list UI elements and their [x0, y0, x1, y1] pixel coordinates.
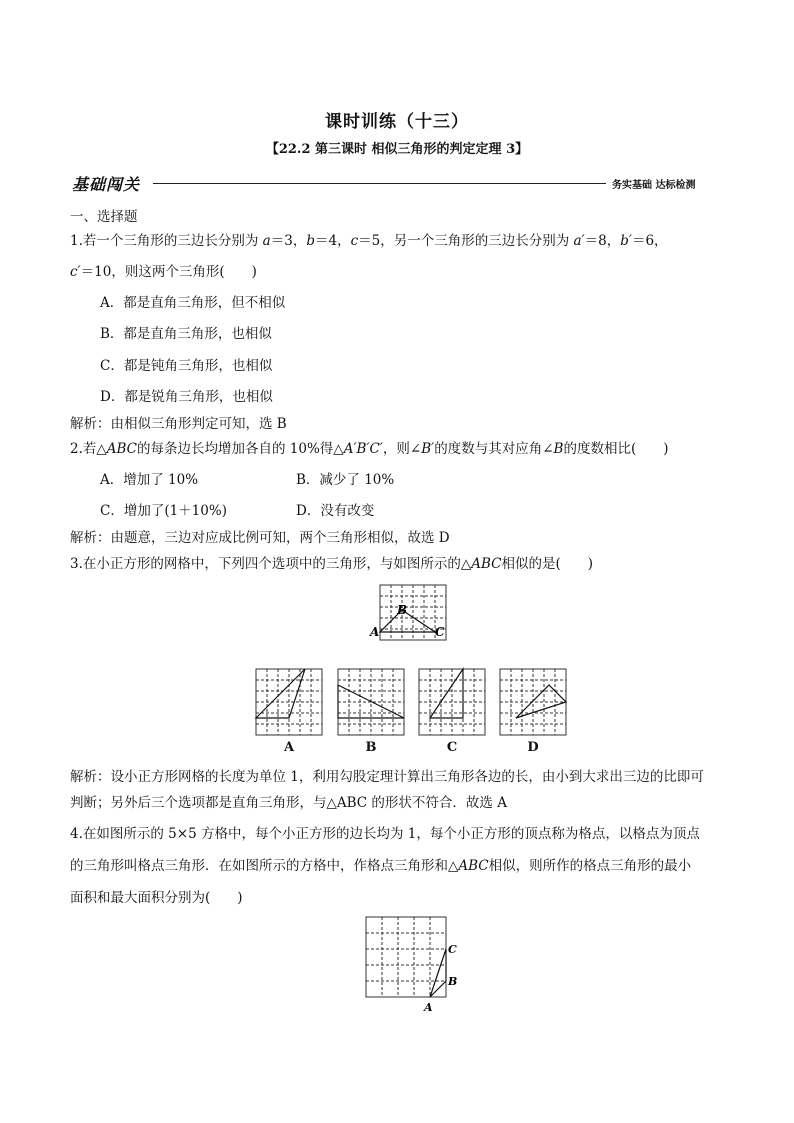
q3-label-b: B — [397, 603, 408, 617]
q3-label-c: C — [435, 625, 445, 639]
q3-choice-a-figure[interactable] — [255, 668, 323, 736]
q2-option-a[interactable]: A．增加了 10% — [100, 472, 199, 488]
q1-stem-line1: 1.若一个三角形的三边长分别为 a＝3，b＝4，c＝5，另一个三角形的三边长分别为 a′＝8，b′＝6， — [70, 233, 668, 249]
lesson-subtitle: 【22.2 第三课时 相似三角形的判定定理 3】 — [265, 142, 529, 157]
q4-stem-line2: 的三角形叫格点三角形．在如图所示的方格中，作格点三角形和△ABC相似，则所作的格点三角形的最小 — [70, 858, 692, 874]
q3-stem: 3.在小正方形的网格中，下列四个选项中的三角形，与如图所示的△ABC相似的是( ) — [70, 556, 594, 572]
section-banner: 基础闯关 — [72, 175, 141, 194]
q1-option-c[interactable]: C．都是钝角三角形，也相似 — [100, 358, 273, 374]
q2-analysis: 解析：由题意，三边对应成比例可知，两个三角形相似，故选 D — [70, 530, 450, 546]
q3-analysis-line1: 解析：设小正方形网格的长度为单位 1，利用勾股定理计算出三角形各边的长，由小到大求出三边的比即可 — [70, 769, 704, 785]
q4-stem-line1: 4.在如图所示的 5×5 方格中，每个小正方形的边长均为 1，每个小正方形的顶点称为格点，以格点为顶点 — [70, 826, 700, 842]
section-heading: 一、选择题 — [70, 209, 138, 225]
q2-option-b[interactable]: B．减少了 10% — [296, 472, 395, 488]
q4-label-c: C — [448, 943, 457, 956]
q3-choice-a-label[interactable]: A — [283, 740, 295, 755]
banner-divider — [153, 183, 606, 184]
q4-triangle-abc — [430, 949, 446, 997]
q3-choice-d-figure[interactable] — [499, 668, 567, 736]
q4-stem-line3: 面积和最大面积分别为( ) — [70, 890, 243, 906]
q3-analysis-line2: 判断；另外后三个选项都是直角三角形，与△ABC 的形状不符合．故选 A — [70, 795, 507, 811]
q1-option-d[interactable]: D．都是锐角三角形，也相似 — [100, 389, 273, 405]
q1-stem-line2: c′＝10，则这两个三角形( ) — [70, 264, 257, 280]
q2-option-c[interactable]: C．增加了(1＋10%) — [100, 503, 227, 519]
q3-choice-b-figure[interactable] — [337, 668, 405, 736]
q3-choice-c-label[interactable]: C — [446, 740, 458, 755]
q2-option-d[interactable]: D．没有改变 — [296, 503, 375, 519]
q3-choice-d-label[interactable]: D — [527, 740, 539, 755]
q3-choice-c-figure[interactable] — [418, 668, 486, 736]
q1-option-b[interactable]: B．都是直角三角形，也相似 — [100, 326, 272, 342]
q4-label-a: A — [424, 1001, 433, 1014]
q3-label-a: A — [370, 625, 380, 639]
q2-stem: 2.若△ABC的每条边长均增加各自的 10%得△A′B′C′，则∠B′的度数与其对应角∠B的度数相比( ) — [70, 441, 669, 457]
q3-choice-b-label[interactable]: B — [365, 740, 377, 755]
page-title: 课时训练（十三） — [325, 112, 469, 132]
q3-reference-figure — [368, 582, 458, 642]
q4-label-b: B — [448, 975, 458, 988]
q1-analysis: 解析：由相似三角形判定可知，选 B — [70, 416, 287, 432]
q1-option-a[interactable]: A．都是直角三角形，但不相似 — [100, 295, 286, 311]
q4-grid-figure — [364, 915, 464, 1015]
banner-tagline: 务实基础 达标检测 — [612, 180, 696, 191]
